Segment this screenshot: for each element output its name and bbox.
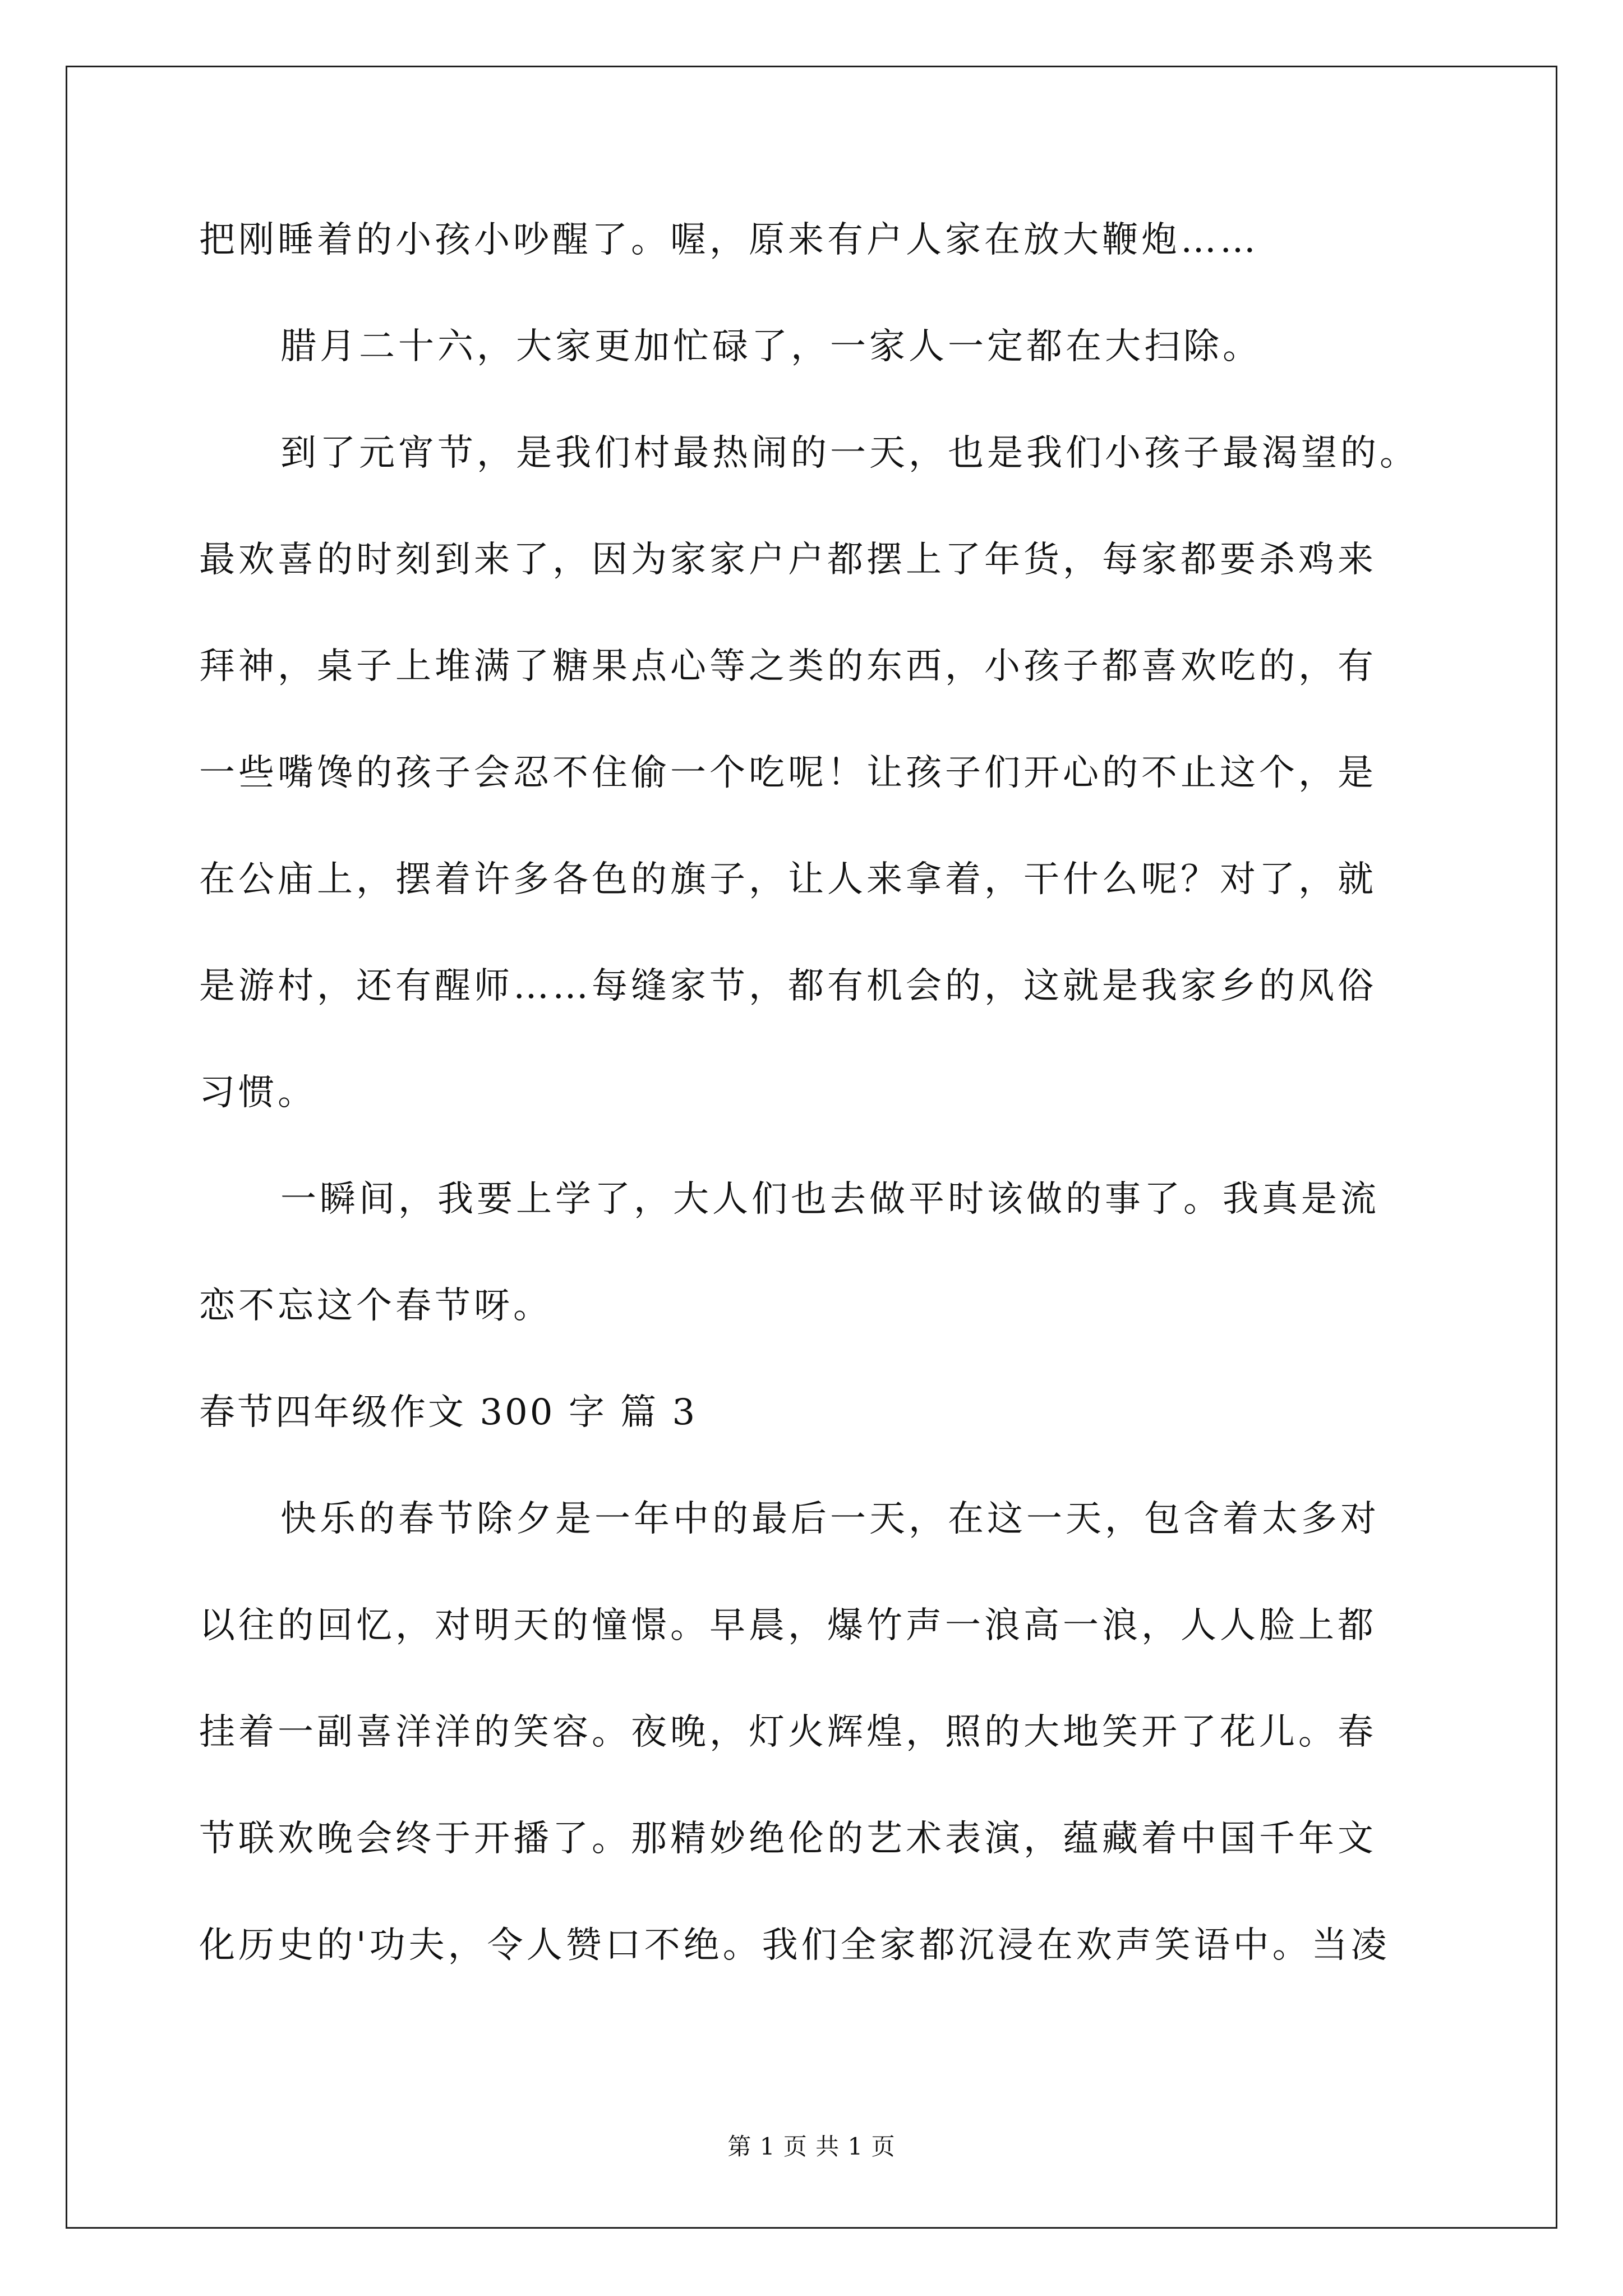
text-line-16: 节联欢晚会终于开播了。那精妙绝伦的艺术表演，蕴藏着中国千年文 bbox=[199, 1818, 1377, 1860]
text-line-14: 以往的回忆，对明天的憧憬。早晨，爆竹声一浪高一浪，人人脸上都 bbox=[199, 1605, 1377, 1646]
text-line-8: 是游村，还有醒师……每缝家节，都有机会的，这就是我家乡的风俗 bbox=[199, 965, 1377, 1007]
text-line-11: 恋不忘这个春节呀。 bbox=[199, 1285, 552, 1327]
page-border bbox=[66, 66, 1557, 2229]
text-line-5: 拜神，桌子上堆满了糖果点心等之类的东西，小孩子都喜欢吃的，有 bbox=[199, 646, 1377, 687]
text-line-6: 一些嘴馋的孩子会忍不住偷一个吃呢！让孩子们开心的不止这个，是 bbox=[199, 752, 1377, 794]
text-line-3: 到了元宵节，是我们村最热闹的一天，也是我们小孩子最渴望的。 bbox=[280, 432, 1419, 474]
text-line-1: 把刚睡着的小孩小吵醒了。喔，原来有户人家在放大鞭炮…… bbox=[199, 219, 1259, 261]
page-footer: 第 1 页 共 1 页 bbox=[727, 2133, 896, 2160]
text-line-15: 挂着一副喜洋洋的笑容。夜晚，灯火辉煌，照的大地笑开了花儿。春 bbox=[199, 1711, 1377, 1753]
text-line-9: 习惯。 bbox=[199, 1072, 317, 1114]
text-line-13: 快乐的春节除夕是一年中的最后一天，在这一天，包含着太多对 bbox=[280, 1498, 1380, 1540]
text-line-2: 腊月二十六，大家更加忙碌了，一家人一定都在大扫除。 bbox=[280, 326, 1262, 367]
section-heading: 春节四年级作文 300 字 篇 3 bbox=[199, 1392, 698, 1433]
text-line-17: 化历史的'功夫，令人赞口不绝。我们全家都沉浸在欢声笑语中。当凌 bbox=[199, 1925, 1390, 1966]
text-line-4: 最欢喜的时刻到来了，因为家家户户都摆上了年货，每家都要杀鸡来 bbox=[199, 539, 1377, 581]
text-line-7: 在公庙上，摆着许多各色的旗子，让人来拿着，干什么呢？对了，就 bbox=[199, 859, 1377, 900]
text-line-10: 一瞬间，我要上学了，大人们也去做平时该做的事了。我真是流 bbox=[280, 1179, 1380, 1220]
